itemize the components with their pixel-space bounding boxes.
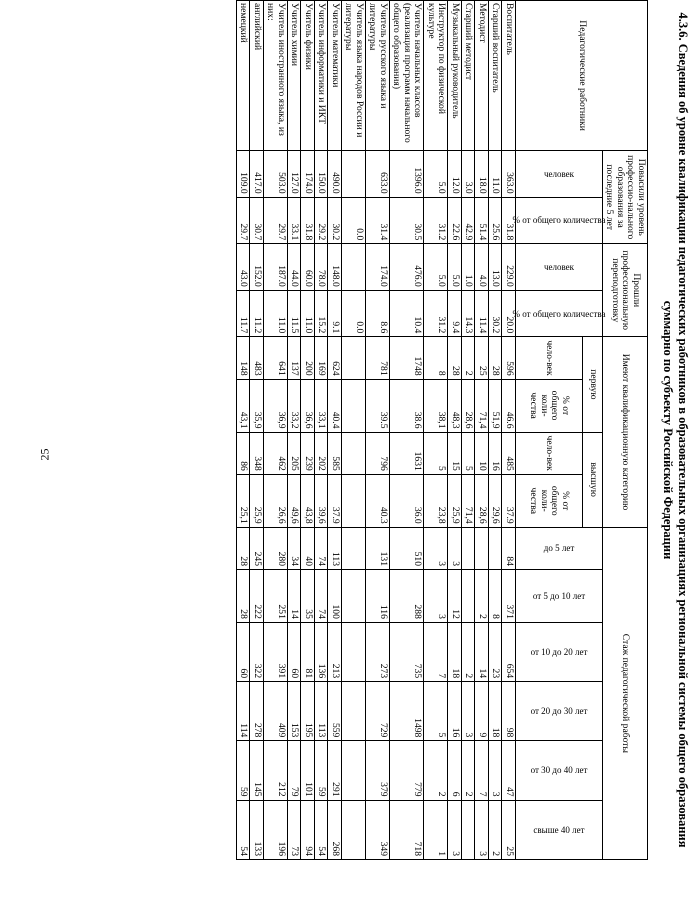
table-cell: 28 [237, 527, 251, 569]
table-cell: 462 [264, 432, 288, 474]
table-row [328, 1, 342, 860]
table-cell: 718 [390, 800, 425, 859]
table-cell: 212 [264, 741, 288, 800]
table-cell: 1.0 [462, 244, 476, 291]
table-cell: 48,3 [448, 379, 462, 432]
table-cell [462, 527, 476, 569]
header-exp-5-10: от 5 до 10 лет [516, 570, 603, 623]
table-cell: 349 [366, 800, 390, 859]
table-cell: 1748 [390, 337, 425, 379]
table-cell: 16 [489, 432, 503, 474]
header-training-pct: % от общего количества [516, 197, 603, 244]
table-cell: 641 [264, 337, 288, 379]
table-cell [342, 379, 366, 432]
table-cell: 268 [328, 800, 342, 859]
table-cell: 2 [462, 337, 476, 379]
table-cell: 5.0 [424, 244, 448, 291]
table-cell: 9 [475, 682, 489, 741]
table-cell: 12.0 [448, 151, 462, 198]
table-cell [342, 741, 366, 800]
table-cell [342, 244, 366, 291]
rotated-page [70, 0, 690, 860]
table-cell: 735 [390, 622, 425, 681]
header-experience: Стаж педагогической работы [603, 527, 648, 859]
table-cell: 6 [448, 741, 462, 800]
table-row [250, 1, 264, 860]
table-cell: 43,8 [301, 474, 315, 527]
table-cell [462, 800, 476, 859]
table-cell: 3 [475, 800, 489, 859]
table-cell: 371 [502, 570, 516, 623]
table-cell: 409 [264, 682, 288, 741]
qualification-table [236, 0, 648, 860]
table-cell [342, 337, 366, 379]
table-cell: 2 [489, 800, 503, 859]
table-cell: 25,9 [250, 474, 264, 527]
table-cell: 322 [250, 622, 264, 681]
table-cell: 10.4 [390, 290, 425, 337]
table-cell: 114 [237, 682, 251, 741]
table-cell: 11.0 [489, 151, 503, 198]
table-cell: 36.0 [390, 474, 425, 527]
table-cell: 2 [424, 741, 448, 800]
table-row [301, 1, 315, 860]
header-highest-pct: % от общего коли-чества [516, 474, 583, 527]
header-training-people: человек [516, 151, 603, 198]
row-worker-name: Учитель математики [328, 1, 342, 151]
table-cell: 31.2 [424, 197, 448, 244]
table-cell: 101 [301, 741, 315, 800]
table-cell: 86 [237, 432, 251, 474]
table-cell: 3 [448, 800, 462, 859]
table-row [342, 1, 366, 860]
row-worker-name: Инструктор по физической культуре [424, 1, 448, 151]
table-cell: 40.4 [328, 379, 342, 432]
table-cell: 15 [448, 432, 462, 474]
table-cell: 2 [475, 570, 489, 623]
header-exp-20-30: от 20 до 30 лет [516, 682, 603, 741]
table-cell: 25 [475, 337, 489, 379]
table-cell: 245 [250, 527, 264, 569]
table-row [288, 1, 302, 860]
table-cell: 200 [301, 337, 315, 379]
header-first-people: чело-век [516, 337, 583, 379]
table-cell: 29.2 [315, 197, 329, 244]
table-cell: 3 [424, 570, 448, 623]
table-cell: 35 [301, 570, 315, 623]
table-cell: 779 [390, 741, 425, 800]
table-cell: 503.0 [264, 151, 288, 198]
row-worker-name: Учитель информатики и ИКТ [315, 1, 329, 151]
table-cell: 51,9 [489, 379, 503, 432]
table-cell: 113 [328, 527, 342, 569]
table-cell: 33,1 [315, 379, 329, 432]
table-cell: 5.0 [424, 151, 448, 198]
table-cell: 39.5 [366, 379, 390, 432]
table-cell: 11.0 [301, 290, 315, 337]
table-cell: 30.2 [328, 197, 342, 244]
table-cell: 18 [448, 622, 462, 681]
page-number: 25 [37, 448, 52, 461]
table-cell: 796 [366, 432, 390, 474]
table-row [315, 1, 329, 860]
table-cell: 5.0 [448, 244, 462, 291]
row-worker-name: Учитель химии [288, 1, 302, 151]
table-cell: 148 [237, 337, 251, 379]
table-cell: 229.0 [502, 244, 516, 291]
table-cell: 20.0 [502, 290, 516, 337]
table-cell: 137 [288, 337, 302, 379]
table-cell: 729 [366, 682, 390, 741]
table-cell: 28 [448, 337, 462, 379]
table-cell: 131 [366, 527, 390, 569]
table-cell: 3 [462, 682, 476, 741]
table-cell: 37.9 [502, 474, 516, 527]
table-cell [342, 682, 366, 741]
table-cell [342, 474, 366, 527]
table-cell: 28 [237, 570, 251, 623]
page-title: 4.3.6. Сведения об уровне квалификации педагогических работников в образовательных организациях региональной системы общего образования суммарно по субъекту Российской Федерации [661, 12, 690, 848]
table-cell: 633.0 [366, 151, 390, 198]
table-cell: 1498 [390, 682, 425, 741]
table-cell: 417.0 [250, 151, 264, 198]
table-cell [342, 432, 366, 474]
table-cell: 1396.0 [390, 151, 425, 198]
table-cell: 34 [288, 527, 302, 569]
table-cell: 18 [489, 682, 503, 741]
table-cell: 654 [502, 622, 516, 681]
table-cell: 29,6 [489, 474, 503, 527]
table-cell: 25,1 [237, 474, 251, 527]
row-worker-name: Учитель русского языка и литературы [366, 1, 390, 151]
table-cell: 273 [366, 622, 390, 681]
table-cell: 12 [448, 570, 462, 623]
table-cell: 71,4 [462, 474, 476, 527]
table-cell: 8.6 [366, 290, 390, 337]
header-retraining-pct: % от общего количества [516, 290, 603, 337]
table-cell: 196 [264, 800, 288, 859]
table-cell: 98 [502, 682, 516, 741]
table-cell: 33,2 [288, 379, 302, 432]
table-cell: 22.6 [448, 197, 462, 244]
table-cell: 363.0 [502, 151, 516, 198]
table-cell: 47 [502, 741, 516, 800]
table-cell: 36,6 [301, 379, 315, 432]
table-cell: 596 [502, 337, 516, 379]
table-cell: 40.3 [366, 474, 390, 527]
table-cell: 33.1 [288, 197, 302, 244]
table-cell: 51.4 [475, 197, 489, 244]
table-cell: 73 [288, 800, 302, 859]
table-cell: 109.0 [237, 151, 251, 198]
table-cell: 43.0 [237, 244, 251, 291]
table-cell: 14 [475, 622, 489, 681]
header-worker: Педагогические работники [516, 1, 648, 151]
table-cell: 251 [264, 570, 288, 623]
table-cell: 7 [475, 741, 489, 800]
table-cell: 213 [328, 622, 342, 681]
table-cell: 5 [424, 682, 448, 741]
table-cell: 14 [288, 570, 302, 623]
table-cell: 222 [250, 570, 264, 623]
table-cell: 7 [424, 622, 448, 681]
table-cell: 0.0 [342, 290, 366, 337]
table-cell: 78.0 [315, 244, 329, 291]
table-cell: 59 [315, 741, 329, 800]
table-cell: 54 [315, 800, 329, 859]
table-cell: 15.2 [315, 290, 329, 337]
table-cell: 205 [288, 432, 302, 474]
table-cell: 16 [448, 682, 462, 741]
table-cell: 152.0 [250, 244, 264, 291]
table-cell: 40 [301, 527, 315, 569]
table-cell: 31.4 [366, 197, 390, 244]
table-cell: 25,9 [448, 474, 462, 527]
table-cell: 485 [502, 432, 516, 474]
header-first-pct: % от общего коли-чества [516, 379, 583, 432]
table-cell: 3 [424, 527, 448, 569]
header-category: Имеют квалификационную категорию [603, 337, 648, 527]
row-worker-name: Методист [475, 1, 489, 151]
table-cell: 79 [288, 741, 302, 800]
row-worker-name: немецкий [237, 1, 251, 151]
table-cell: 585 [328, 432, 342, 474]
table-cell: 11.0 [264, 290, 288, 337]
table-row [264, 1, 288, 860]
table-cell: 44.0 [288, 244, 302, 291]
row-worker-name: Учитель начальных классов (реализация программ начального общего образования) [390, 1, 425, 151]
table-cell: 74 [315, 527, 329, 569]
table-cell [462, 570, 476, 623]
table-cell: 29.7 [264, 197, 288, 244]
table-cell: 1 [424, 800, 448, 859]
table-row [475, 1, 489, 860]
table-cell: 25.6 [489, 197, 503, 244]
table-cell: 38,1 [424, 379, 448, 432]
table-row [462, 1, 476, 860]
table-cell [342, 800, 366, 859]
table-cell: 60 [288, 622, 302, 681]
table-cell: 31.2 [424, 290, 448, 337]
header-exp-30-40: от 30 до 40 лет [516, 741, 603, 800]
table-cell: 35,9 [250, 379, 264, 432]
header-retraining-people: человек [516, 244, 603, 291]
table-cell: 26,6 [264, 474, 288, 527]
table-cell: 288 [390, 570, 425, 623]
table-cell: 559 [328, 682, 342, 741]
table-cell: 29.7 [237, 197, 251, 244]
table-cell: 5 [424, 432, 448, 474]
table-cell: 38.6 [390, 379, 425, 432]
table-row [502, 1, 516, 860]
table-cell: 49,6 [288, 474, 302, 527]
table-cell: 145 [250, 741, 264, 800]
row-worker-name: Учитель физики [301, 1, 315, 151]
table-row [448, 1, 462, 860]
table-cell: 2 [462, 741, 476, 800]
table-cell [342, 622, 366, 681]
table-cell: 278 [250, 682, 264, 741]
table-cell: 483 [250, 337, 264, 379]
table-cell: 781 [366, 337, 390, 379]
header-highest-people: чело-век [516, 432, 583, 474]
header-exp-lt5: до 5 лет [516, 527, 603, 569]
table-cell: 133 [250, 800, 264, 859]
table-cell: 490.0 [328, 151, 342, 198]
table-cell: 25 [502, 800, 516, 859]
table-cell: 150.0 [315, 151, 329, 198]
table-cell: 9.4 [448, 290, 462, 337]
table-cell: 3 [448, 527, 462, 569]
table-cell: 94 [301, 800, 315, 859]
table-row [237, 1, 251, 860]
row-worker-name: Старший воспитатель [489, 1, 503, 151]
table-cell [342, 151, 366, 198]
table-cell: 81 [301, 622, 315, 681]
table-cell: 23 [489, 622, 503, 681]
table-cell: 148.0 [328, 244, 342, 291]
table-cell: 0.0 [342, 197, 366, 244]
table-cell: 28 [489, 337, 503, 379]
table-cell: 5 [462, 432, 476, 474]
table-cell [475, 527, 489, 569]
row-worker-name: Учитель иностранного языка, из них: [264, 1, 288, 151]
table-cell: 187.0 [264, 244, 288, 291]
table-cell: 30.5 [390, 197, 425, 244]
table-cell: 11.5 [288, 290, 302, 337]
table-cell: 169 [315, 337, 329, 379]
table-cell: 30.2 [489, 290, 503, 337]
table-row [366, 1, 390, 860]
table-cell [489, 527, 503, 569]
table-cell: 280 [264, 527, 288, 569]
table-cell: 116 [366, 570, 390, 623]
table-row [390, 1, 425, 860]
row-worker-name: Учитель языка народов России и литературы [342, 1, 366, 151]
table-cell: 14.3 [462, 290, 476, 337]
row-worker-name: Музыкальный руководитель [448, 1, 462, 151]
table-cell: 2 [462, 622, 476, 681]
table-cell: 42.9 [462, 197, 476, 244]
table-cell: 60.0 [301, 244, 315, 291]
table-cell: 43,1 [237, 379, 251, 432]
table-cell: 11.7 [237, 290, 251, 337]
table-cell: 28,6 [462, 379, 476, 432]
table-cell: 11.2 [250, 290, 264, 337]
table-cell: 10 [475, 432, 489, 474]
table-cell: 348 [250, 432, 264, 474]
table-cell: 195 [301, 682, 315, 741]
header-exp-10-20: от 10 до 20 лет [516, 622, 603, 681]
table-cell: 100 [328, 570, 342, 623]
table-cell: 202 [315, 432, 329, 474]
header-first: первую [582, 337, 602, 432]
table-cell: 4.0 [475, 244, 489, 291]
row-worker-name: Старший методист [462, 1, 476, 151]
header-retraining: Прошли профессиональную переподготовку [603, 244, 648, 337]
table-cell: 1631 [390, 432, 425, 474]
table-cell: 3.0 [462, 151, 476, 198]
table-cell: 54 [237, 800, 251, 859]
table-row [489, 1, 503, 860]
table-cell: 476.0 [390, 244, 425, 291]
table-cell: 18.0 [475, 151, 489, 198]
table-cell: 9.1 [328, 290, 342, 337]
table-cell: 624 [328, 337, 342, 379]
table-cell: 510 [390, 527, 425, 569]
table-cell: 39,6 [315, 474, 329, 527]
table-cell: 60 [237, 622, 251, 681]
table-cell: 239 [301, 432, 315, 474]
table-cell: 23,8 [424, 474, 448, 527]
table-cell: 174.0 [366, 244, 390, 291]
table-cell: 31.8 [301, 197, 315, 244]
table-cell: 36,9 [264, 379, 288, 432]
table-cell: 37.9 [328, 474, 342, 527]
row-worker-name: Воспитатель [502, 1, 516, 151]
table-cell: 30.7 [250, 197, 264, 244]
table-cell: 127.0 [288, 151, 302, 198]
table-cell: 113 [315, 682, 329, 741]
table-body [237, 1, 516, 860]
table-cell: 59 [237, 741, 251, 800]
table-cell: 379 [366, 741, 390, 800]
table-cell: 3 [489, 741, 503, 800]
table-cell: 31.8 [502, 197, 516, 244]
row-worker-name: английский [250, 1, 264, 151]
table-cell: 136 [315, 622, 329, 681]
header-training: Повысили уровень профессио-нального образования за последние 5 лет [603, 151, 648, 244]
table-row [424, 1, 448, 860]
header-exp-gt40: свыше 40 лет [516, 800, 603, 859]
table-cell: 391 [264, 622, 288, 681]
table-cell: 174.0 [301, 151, 315, 198]
table-cell [342, 570, 366, 623]
table-cell: 8 [424, 337, 448, 379]
table-cell: 84 [502, 527, 516, 569]
table-cell: 71,4 [475, 379, 489, 432]
table-cell: 13.0 [489, 244, 503, 291]
table-cell: 46.6 [502, 379, 516, 432]
table-cell: 74 [315, 570, 329, 623]
table-cell: 11.4 [475, 290, 489, 337]
table-cell: 291 [328, 741, 342, 800]
table-cell [342, 527, 366, 569]
table-cell: 153 [288, 682, 302, 741]
table-cell: 8 [489, 570, 503, 623]
table-cell: 28,6 [475, 474, 489, 527]
header-highest: высшую [582, 432, 602, 527]
